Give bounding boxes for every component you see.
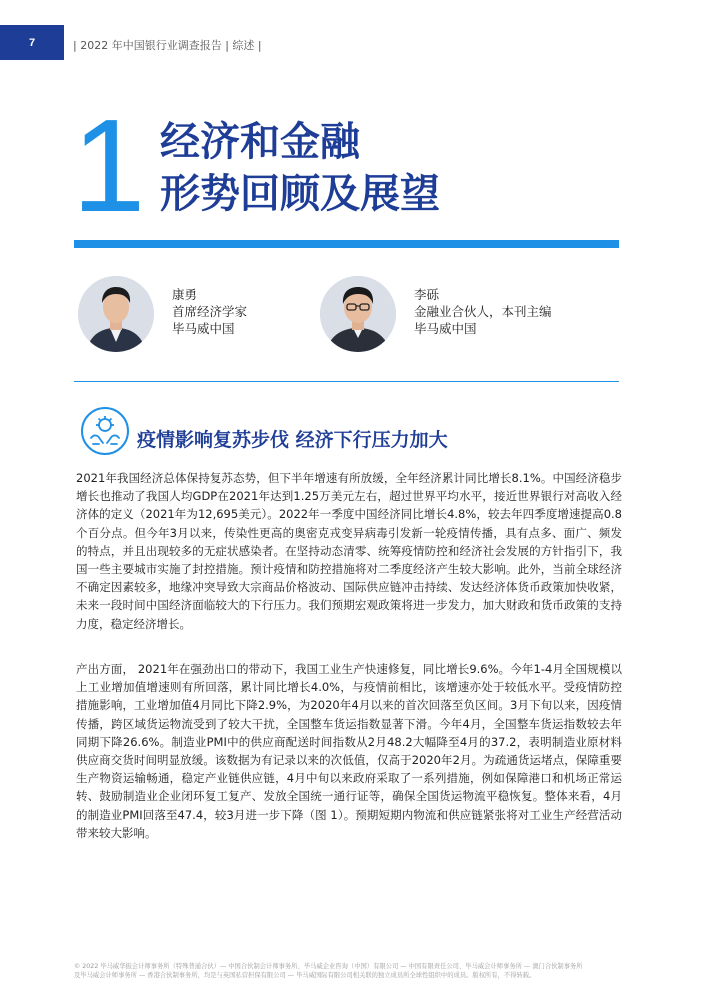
- author-divider: [74, 381, 619, 382]
- author-org: 毕马威中国: [414, 321, 477, 336]
- avatar: [78, 276, 154, 352]
- running-header: | 2022 年中国银行业调查报告 | 综述 |: [73, 39, 262, 52]
- avatar: [320, 276, 396, 352]
- footer-line: 及毕马威会计师事务所 — 香港合伙制事务所，均是与英国私营担保有限公司 — 毕马威国际有限公司相关联的独立成员所全球性组织中的成员。版权所有，不得转载。: [74, 972, 536, 979]
- chapter-title-line-2: 形势回顾及展望: [160, 171, 440, 217]
- chapter-title-line-1: 经济和金融: [160, 119, 360, 165]
- body-paragraph: 2021年我国经济总体保持复苏态势，但下半年增速有所放缓，全年经济累计同比增长8.1%。中国经济稳步增长也推动了我国人均GDP在2021年达到1.25万美元左右，超过世界平均水平，接近世界银行对高收入经济体的定义（2021年为12,695美元）。2022年一季度中国经济同比增长4.8%，较去年四季度增速提高0.8个百分点。但今年3月以来，传染性更高的奥密克戎变异病毒引发新一轮疫情传播，具有点多、面广、频发的特点，并且出现较多的无症状感染者。在坚持动态清零、统筹疫情防控和经济社会发展的方针指引下，我国一些主要城市实施了封控措施。预计疫情和防控措施将对二季度经济产生较大影响。此外，当前全球经济不确定因素较多，地缘冲突导致大宗商品价格波动、国际供应链冲击持续、发达经济体货币政策加快收紧，未来一段时间中国经济面临较大的下行压力。我们预期宏观政策将进一步发力，加大财政和货币政策的支持力度，稳定经济增长。: [76, 471, 622, 631]
- author-info: [172, 286, 247, 337]
- author-title: 首席经济学家: [172, 304, 248, 319]
- copyright-footer: [74, 962, 630, 980]
- chapter-number: 1: [72, 92, 146, 239]
- title-divider: [74, 240, 619, 248]
- body-paragraph: 产出方面， 2021年在强劲出口的带动下，我国工业生产快速修复，同比增长9.6%。今年1-4月全国规模以上工业增加值增速则有所回落，累计同比增长4.0%，与疫情前相比，该增速亦处于较低水平。受疫情防控措施影响，工业增加值4月同比下降2.9%，为2020年4月以来的首次回落至负区间。3月下旬以来，因疫情传播，跨区域货运物流受到了较大干扰，全国整车货运指数显著下滑。今年4月，全国整车货运指数较去年同期下降26.6%。制造业PMI中的供应商配送时间指数从2月48.2大幅降至4月的37.2，表明制造业原材料供应商交货时间明显放缓。该数据为有记录以来的次低值，仅高于2020年2月。为疏通货运堵点，保障重要生产物资运输畅通，稳定产业链供应链，4月中旬以来政府采取了一系列措施，例如保障港口和机场正常运转、鼓励制造业企业闭环复工复产、发放全国统一通行证等，确保全国货运物流平稳恢复。整体来看，4月的制造业PMI回落至47.4，较3月进一步下降（图 1）。预期短期内物流和供应链紧张将对工业生产经营活动带来较大影响。: [76, 662, 622, 840]
- footer-line: © 2022 毕马威华振会计师事务所（特殊普通合伙）— 中国合伙制会计师事务所、毕马威企业咨询（中国）有限公司 — 中国有限责任公司、毕马威会计师事务所 — 澳门合伙制事务所: [74, 963, 583, 970]
- author-info: [414, 286, 552, 337]
- author-portrait-icon: [320, 276, 396, 352]
- author-title: 金融业合伙人，本刊主编: [414, 304, 552, 319]
- page-number: 7: [28, 36, 36, 49]
- section-heading: 疫情影响复苏步伐 经济下行压力加大: [137, 429, 448, 451]
- page-number-tab: [0, 25, 64, 60]
- author-portrait-icon: [78, 276, 154, 352]
- author-name: 康勇: [172, 287, 198, 302]
- author-org: 毕马威中国: [172, 321, 235, 336]
- virus-hands-icon: [80, 406, 130, 456]
- author-name: 李砾: [414, 287, 440, 302]
- chapter-title: [160, 116, 440, 220]
